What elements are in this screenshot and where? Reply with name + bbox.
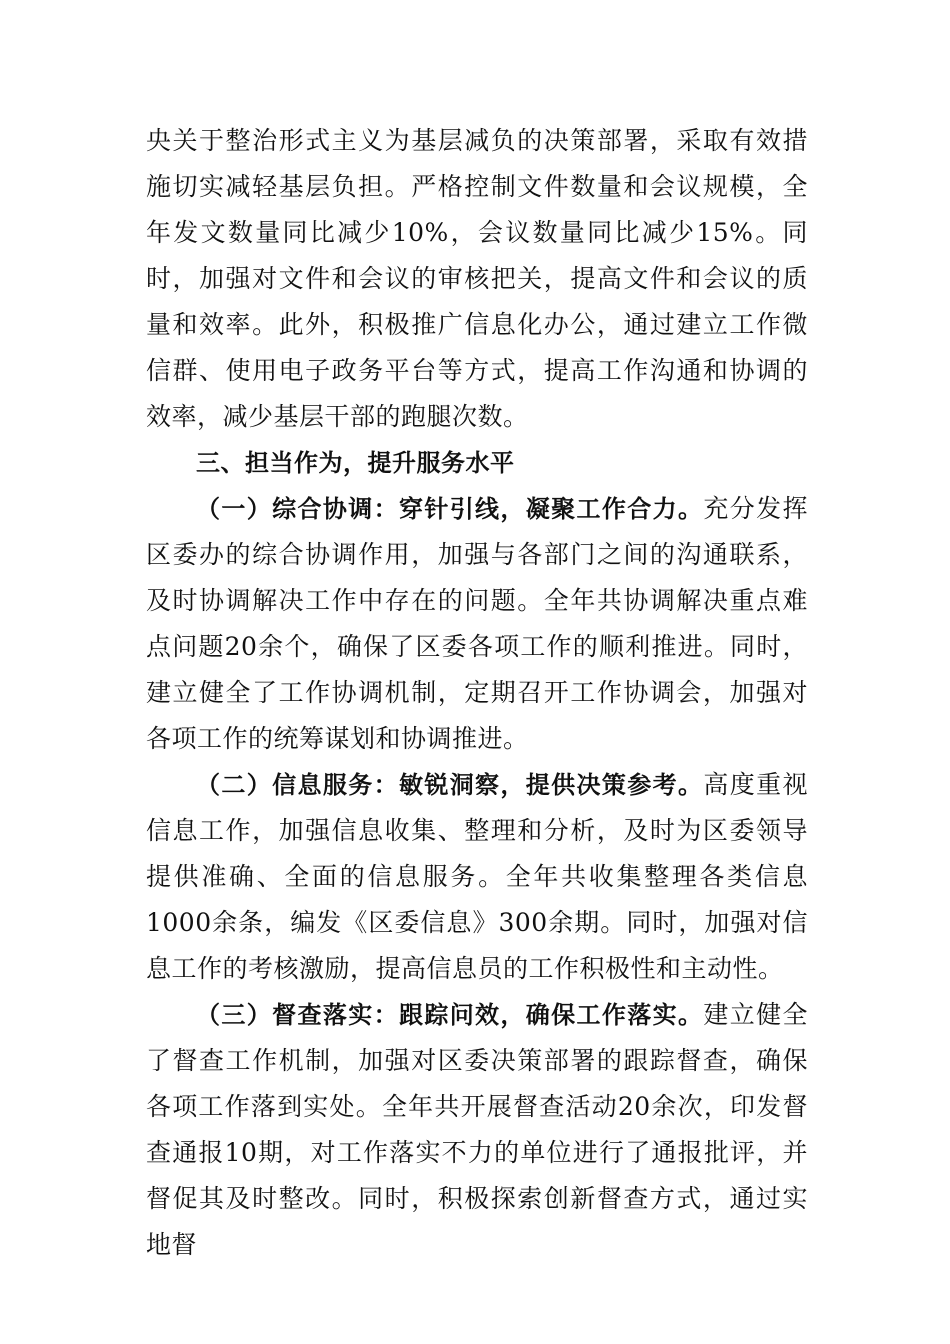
document-body <box>146 118 808 1268</box>
section-heading-text: 三、担当作为，提升服务水平 <box>196 449 515 477</box>
paragraph-item-2 <box>146 762 808 992</box>
item-3-title: （三）督查落实：跟踪问效，确保工作落实。 <box>196 1001 704 1029</box>
paragraph-continued: 央关于整治形式主义为基层减负的决策部署，采取有效措施切实减轻基层负担。严格控制文件数量和会议规模，全年发文数量同比减少10%，会议数量同比减少15%。同时，加强对文件和会议的审核把关，提高文件和会议的质量和效率。此外，积极推广信息化办公，通过建立工作微信群、使用电子政务平台等方式，提高工作沟通和协调的效率，减少基层干部的跑腿次数。 <box>146 126 808 431</box>
item-2-title: （二）信息服务：敏锐洞察，提供决策参考。 <box>196 771 704 799</box>
section-heading <box>146 440 808 486</box>
paragraph-item-3 <box>146 992 808 1268</box>
paragraph-item-1 <box>146 486 808 762</box>
item-1-title: （一）综合协调：穿针引线，凝聚工作合力。 <box>196 495 704 523</box>
item-2-body: 高度重视信息工作，加强信息收集、整理和分析，及时为区委领导提供准确、全面的信息服务。全年共收集整理各类信息1000余条，编发《区委信息》300余期。同时，加强对信息工作的考核激励，提高信息员的工作积极性和主动性。 <box>146 770 808 983</box>
item-3-body: 建立健全了督查工作机制，加强对区委决策部署的跟踪督查，确保各项工作落到实处。全年共开展督查活动20余次，印发督查通报10期，对工作落实不力的单位进行了通报批评，并督促其及时整改。同时，积极探索创新督查方式，通过实地督 <box>146 1000 808 1259</box>
item-1-body: 充分发挥区委办的综合协调作用，加强与各部门之间的沟通联系，及时协调解决工作中存在的问题。全年共协调解决重点难点问题20余个，确保了区委各项工作的顺利推进。同时，建立健全了工作协调机制，定期召开工作协调会，加强对各项工作的统筹谋划和协调推进。 <box>146 494 808 753</box>
